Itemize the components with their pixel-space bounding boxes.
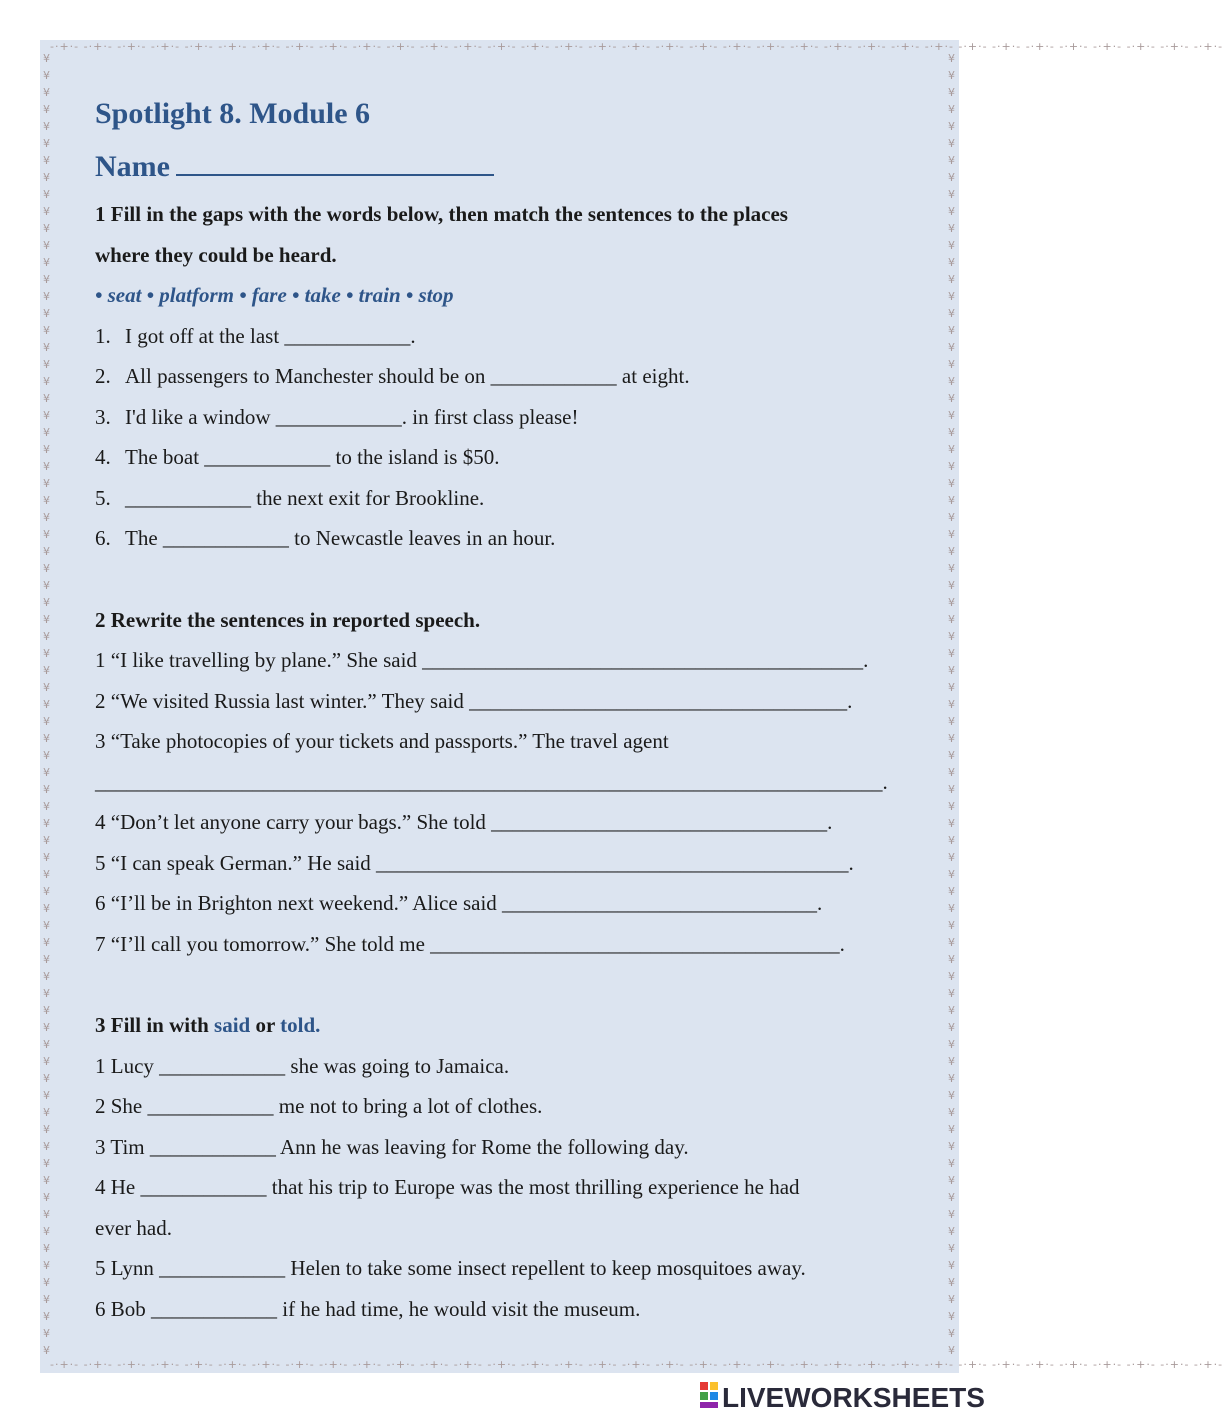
ex1-item-number: 2. [95,364,111,388]
ex3-instruction-prefix: 3 Fill in with [95,1013,215,1037]
svg-text:LIVEWORKSHEETS: LIVEWORKSHEETS [722,1382,985,1413]
ex3-instruction [95,1005,935,1046]
ex1-item [95,356,935,397]
ex2-item-continuation[interactable]: ___________________________________________________________________________. [95,769,888,794]
ex3-item[interactable]: 5 Lynn ____________ Helen to take some insect repellent to keep mosquitoes away. [95,1256,806,1280]
ex1-item [95,397,935,438]
ornament-border-right: ¥ ¥ ¥ ¥ ¥ ¥ ¥ ¥ ¥ ¥ ¥ ¥ ¥ ¥ ¥ ¥ ¥ ¥ ¥ ¥ ¥ ¥ ¥ ¥ ¥ ¥ ¥ ¥ ¥ ¥ ¥ ¥ ¥ ¥ ¥ ¥ ¥ ¥ ¥ ¥ ¥ ¥ ¥ ¥ ¥ ¥ ¥ ¥ ¥ ¥ ¥ ¥ ¥ ¥ ¥ ¥ ¥ ¥ ¥ ¥ ¥ ¥ ¥ ¥ ¥ ¥ ¥ ¥ ¥ ¥ ¥ ¥ ¥ ¥ ¥ ¥ ¥ [948,52,956,1357]
worksheet-content [95,90,935,1329]
ex1-item-text[interactable]: The ____________ to Newcastle leaves in an hour. [125,526,556,550]
ex2-item[interactable]: 6 “I’ll be in Brighton next weekend.” Alice said ______________________________. [95,891,823,915]
ex1-item-text[interactable]: ____________ the next exit for Brookline. [125,485,485,510]
ex1-word-bank: • seat • platform • fare • take • train • stop [95,283,454,307]
ex3-word-said: said [214,1013,251,1037]
ex3-instruction-or: or [250,1013,281,1037]
ex2-instruction: 2 Rewrite the sentences in reported speech. [95,607,481,632]
ornament-border-bottom: -·+·- -·+·- -·+·- -·+·- -·+·- -·+·- -·+·- -·+·- -·+·- -·+·- -·+·- -·+·- -·+·- -·+·- -·+·- -·+·- -·+·- -·+·- -·+·- -·+·- -·+·- -·+·- -·+·- -·+·- -·+·- -·+·- -·+·- -·+·- -·+·- -·+·- -·+·- -·+·- -·+·- -·+·- -·+·- [50,1358,1223,1371]
ex2-item: 3 “Take photocopies of your tickets and passports.” The travel agent [95,729,669,753]
name-row [95,140,935,194]
ex1-item-number: 3. [95,404,111,429]
ex2-item[interactable]: 7 “I’ll call you tomorrow.” She told me _______________________________________. [95,931,845,956]
ex1-item-text[interactable]: I'd like a window ____________. in first class please! [125,404,579,429]
ex1-item-text[interactable]: All passengers to Manchester should be on ____________ at eight. [125,364,690,388]
ex1-item-text[interactable]: I got off at the last ____________. [125,323,416,348]
ex1-item [95,478,935,519]
ex3-item-continuation: ever had. [95,1215,172,1240]
ex1-item-number: 4. [95,445,111,469]
ex1-item-number: 5. [95,485,111,510]
ex3-word-told: told. [280,1013,321,1037]
liveworksheets-logo-icon [700,1378,992,1412]
ex3-item[interactable]: 3 Tim ____________ Ann he was leaving for Rome the following day. [95,1134,689,1159]
page-title: Spotlight 8. Module 6 [95,97,371,130]
ex1-instruction-line2: where they could be heard. [95,242,337,267]
ex3-item[interactable]: 1 Lucy ____________ she was going to Jamaica. [95,1053,510,1078]
ex2-item[interactable]: 5 “I can speak German.” He said _____________________________________________. [95,850,854,875]
ex1-item [95,437,935,478]
name-blank[interactable] [176,152,494,176]
ex1-item-number: 1. [95,323,111,348]
section-spacer [95,964,935,1005]
section-spacer [95,559,935,600]
ex1-item-text[interactable]: The boat ____________ to the island is $50. [125,445,500,469]
ex2-item[interactable]: 2 “We visited Russia last winter.” They said ____________________________________. [95,688,853,713]
ex3-item[interactable]: 6 Bob ____________ if he had time, he would visit the museum. [95,1296,641,1321]
ex1-item [95,316,935,357]
ex2-item[interactable]: 1 “I like travelling by plane.” She said __________________________________________. [95,648,869,672]
ex1-item [95,518,935,559]
liveworksheets-logo [700,1378,992,1412]
ornament-border-left: ¥ ¥ ¥ ¥ ¥ ¥ ¥ ¥ ¥ ¥ ¥ ¥ ¥ ¥ ¥ ¥ ¥ ¥ ¥ ¥ ¥ ¥ ¥ ¥ ¥ ¥ ¥ ¥ ¥ ¥ ¥ ¥ ¥ ¥ ¥ ¥ ¥ ¥ ¥ ¥ ¥ ¥ ¥ ¥ ¥ ¥ ¥ ¥ ¥ ¥ ¥ ¥ ¥ ¥ ¥ ¥ ¥ ¥ ¥ ¥ ¥ ¥ ¥ ¥ ¥ ¥ ¥ ¥ ¥ ¥ ¥ ¥ ¥ ¥ ¥ ¥ ¥ [43,52,51,1357]
ex2-item[interactable]: 4 “Don’t let anyone carry your bags.” She told ________________________________. [95,810,833,834]
ex1-item-number: 6. [95,526,111,550]
name-label: Name [95,150,170,183]
ex3-item[interactable]: 2 She ____________ me not to bring a lot of clothes. [95,1094,543,1118]
ex3-item[interactable]: 4 He ____________ that his trip to Europe was the most thrilling experience he had [95,1175,800,1199]
ex1-instruction-line1: 1 Fill in the gaps with the words below, then match the sentences to the places [95,202,788,226]
ornament-border-top: -·+·- -·+·- -·+·- -·+·- -·+·- -·+·- -·+·- -·+·- -·+·- -·+·- -·+·- -·+·- -·+·- -·+·- -·+·- -·+·- -·+·- -·+·- -·+·- -·+·- -·+·- -·+·- -·+·- -·+·- -·+·- -·+·- -·+·- -·+·- -·+·- -·+·- -·+·- -·+·- -·+·- -·+·- -·+·- [50,40,1223,53]
